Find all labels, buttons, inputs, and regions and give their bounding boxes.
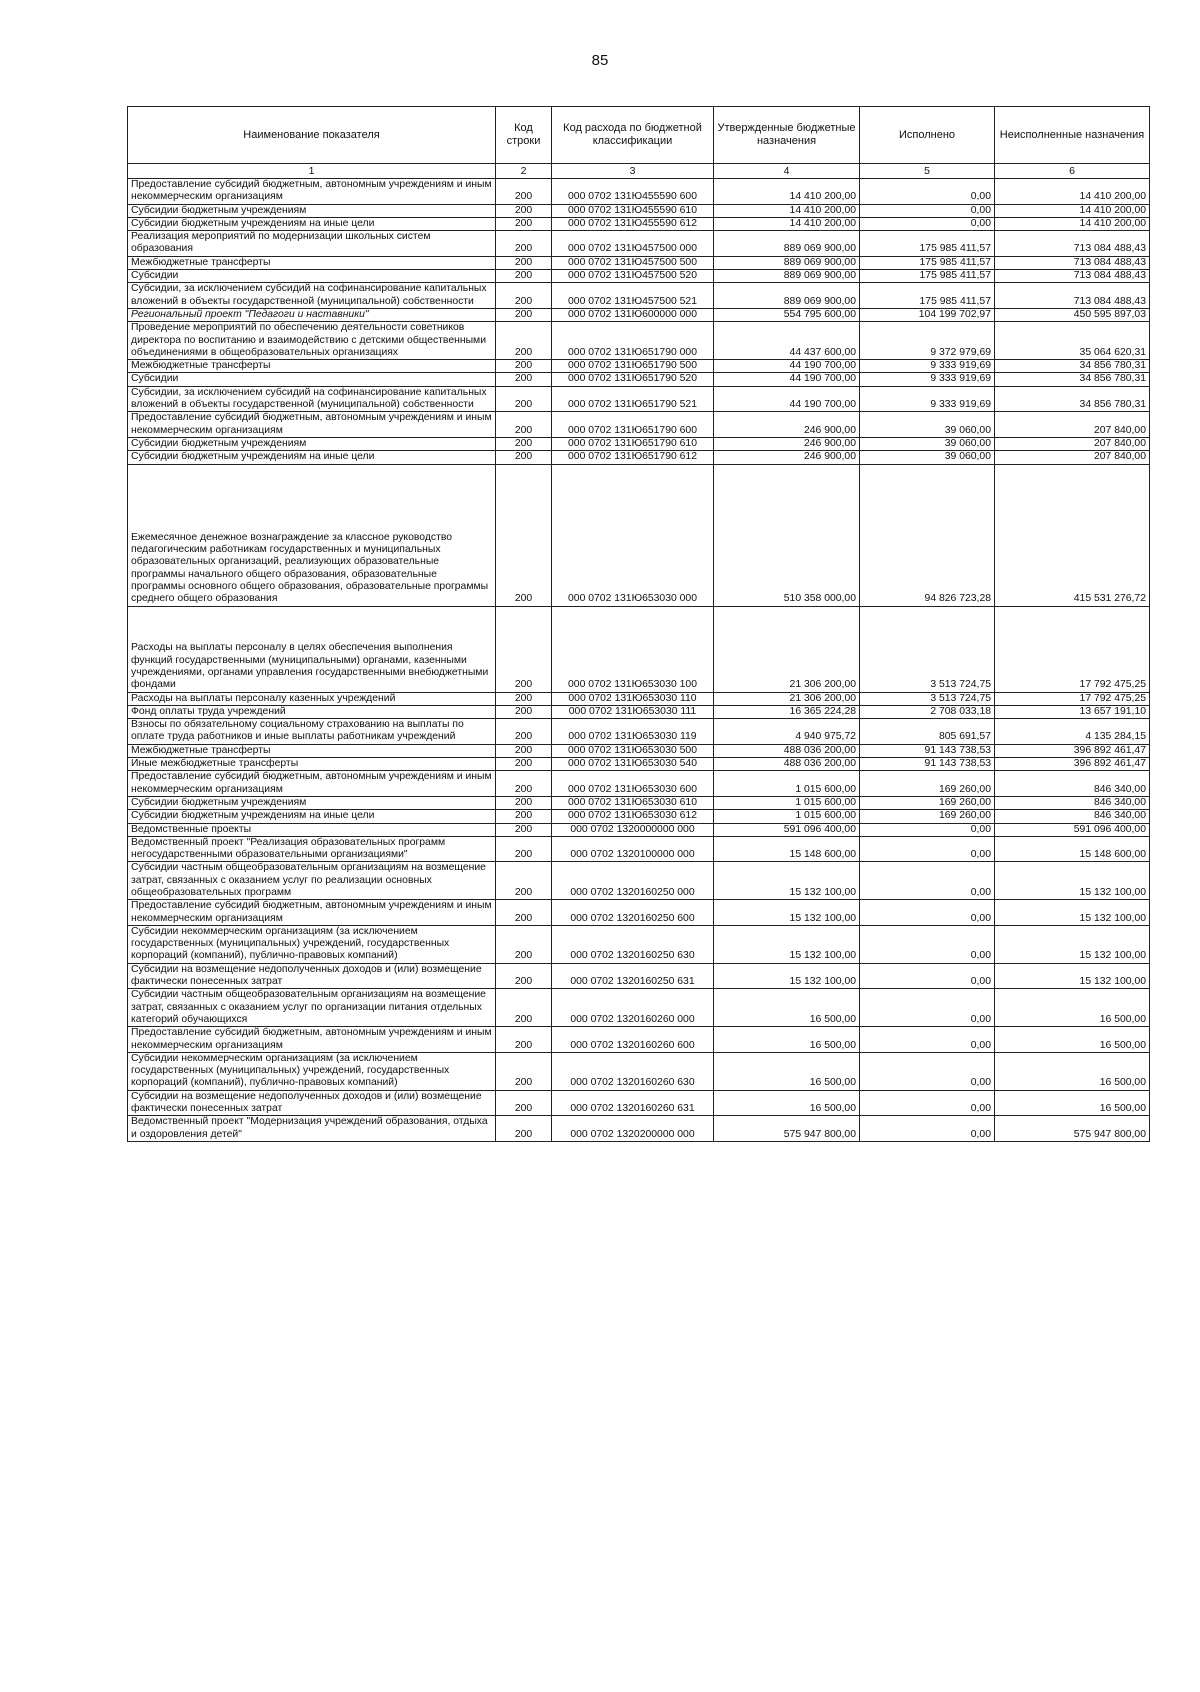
cell-classification-code: 000 0702 131Ю653030 000 [552,464,714,606]
header-name: Наименование показателя [128,107,496,164]
cell-unexecuted: 16 500,00 [995,1052,1150,1090]
cell-name: Ведомственные проекты [128,823,496,836]
cell-line-code: 200 [496,437,552,450]
cell-name: Субсидии бюджетным учреждениям на иные цели [128,451,496,464]
cell-name: Субсидии [128,373,496,386]
cell-unexecuted: 34 856 780,31 [995,386,1150,412]
cell-classification-code: 000 0702 131Ю653030 100 [552,606,714,692]
cell-unexecuted: 14 410 200,00 [995,217,1150,230]
cell-line-code: 200 [496,836,552,862]
table-row [128,322,1150,360]
cell-executed: 0,00 [860,900,995,926]
table-header-row [128,107,1150,164]
cell-executed: 9 372 979,69 [860,322,995,360]
cell-classification-code: 000 0702 131Ю455590 612 [552,217,714,230]
cell-line-code: 200 [496,900,552,926]
cell-executed: 9 333 919,69 [860,386,995,412]
table-row [128,692,1150,705]
cell-name: Ежемесячное денежное вознаграждение за классное руководство педагогическим работникам государственных и муниципальных образовательных организаций, реализующих образовательные программы начального общего образования, образовательные программы основного общего образования, образовательные программы среднего общего образования [128,464,496,606]
cell-classification-code: 000 0702 131Ю653030 500 [552,744,714,757]
table-row [128,1027,1150,1053]
cell-line-code: 200 [496,989,552,1027]
cell-name: Субсидии, за исключением субсидий на софинансирование капитальных вложений в объекты государственной (муниципальной) собственности [128,386,496,412]
cell-classification-code: 000 0702 131Ю651790 521 [552,386,714,412]
cell-approved: 44 190 700,00 [714,373,860,386]
cell-name: Субсидии бюджетным учреждениям [128,796,496,809]
cell-line-code: 200 [496,719,552,745]
cell-line-code: 200 [496,322,552,360]
cell-approved: 14 410 200,00 [714,217,860,230]
cell-line-code: 200 [496,179,552,205]
table-row [128,719,1150,745]
cell-unexecuted: 4 135 284,15 [995,719,1150,745]
cell-classification-code: 000 0702 131Ю651790 600 [552,412,714,438]
cell-approved: 15 132 100,00 [714,900,860,926]
table-row [128,744,1150,757]
cell-name: Субсидии [128,270,496,283]
cell-unexecuted: 713 084 488,43 [995,270,1150,283]
table-row [128,451,1150,464]
cell-unexecuted: 34 856 780,31 [995,373,1150,386]
cell-executed: 0,00 [860,1027,995,1053]
cell-unexecuted: 15 148 600,00 [995,836,1150,862]
cell-unexecuted: 575 947 800,00 [995,1116,1150,1142]
cell-classification-code: 000 0702 131Ю455590 610 [552,204,714,217]
cell-name: Расходы на выплаты персоналу казенных учреждений [128,692,496,705]
header-unexecuted: Неисполненные назначения [995,107,1150,164]
cell-classification-code: 000 0702 1320160250 631 [552,963,714,989]
cell-name: Предоставление субсидий бюджетным, автономным учреждениям и иным некоммерческим организациям [128,179,496,205]
cell-approved: 889 069 900,00 [714,270,860,283]
cell-classification-code: 000 0702 1320160260 630 [552,1052,714,1090]
table-row [128,1052,1150,1090]
cell-executed: 0,00 [860,823,995,836]
cell-classification-code: 000 0702 131Ю653030 610 [552,796,714,809]
cell-classification-code: 000 0702 1320160260 631 [552,1090,714,1116]
table-row [128,386,1150,412]
table-row [128,606,1150,692]
cell-classification-code: 000 0702 1320160250 630 [552,925,714,963]
cell-unexecuted: 35 064 620,31 [995,322,1150,360]
cell-classification-code: 000 0702 131Ю651790 610 [552,437,714,450]
cell-line-code: 200 [496,451,552,464]
cell-executed: 39 060,00 [860,437,995,450]
cell-name: Межбюджетные трансферты [128,744,496,757]
cell-line-code: 200 [496,705,552,718]
cell-approved: 488 036 200,00 [714,758,860,771]
cell-unexecuted: 15 132 100,00 [995,963,1150,989]
cell-approved: 591 096 400,00 [714,823,860,836]
cell-approved: 575 947 800,00 [714,1116,860,1142]
cell-classification-code: 000 0702 1320100000 000 [552,836,714,862]
cell-name: Субсидии некоммерческим организациям (за исключением государственных (муниципальных) учреждений, государственных корпораций (компаний), публично-правовых компаний) [128,1052,496,1090]
cell-approved: 14 410 200,00 [714,179,860,205]
cell-name: Предоставление субсидий бюджетным, автономным учреждениям и иным некоммерческим организациям [128,1027,496,1053]
cell-line-code: 200 [496,1090,552,1116]
cell-line-code: 200 [496,308,552,321]
table-body [128,179,1150,1142]
cell-approved: 16 500,00 [714,1052,860,1090]
header-code: Код строки [496,107,552,164]
cell-classification-code: 000 0702 131Ю653030 111 [552,705,714,718]
cell-approved: 1 015 600,00 [714,810,860,823]
table-row [128,204,1150,217]
cell-classification-code: 000 0702 131Ю651790 500 [552,360,714,373]
cell-line-code: 200 [496,823,552,836]
table-row [128,270,1150,283]
cell-name: Субсидии, за исключением субсидий на софинансирование капитальных вложений в объекты государственной (муниципальной) собственности [128,283,496,309]
cell-unexecuted: 846 340,00 [995,771,1150,797]
table-row [128,963,1150,989]
cell-name: Взносы по обязательному социальному страхованию на выплаты по оплате труда работников и иные выплаты работникам учреждений [128,719,496,745]
cell-executed: 0,00 [860,862,995,900]
table-row [128,373,1150,386]
cell-executed: 175 985 411,57 [860,256,995,269]
cell-executed: 2 708 033,18 [860,705,995,718]
page-number: 85 [591,52,609,69]
cell-line-code: 200 [496,412,552,438]
cell-classification-code: 000 0702 131Ю653030 119 [552,719,714,745]
cell-unexecuted: 591 096 400,00 [995,823,1150,836]
column-number-row [128,164,1150,179]
cell-executed: 0,00 [860,925,995,963]
cell-approved: 246 900,00 [714,437,860,450]
cell-executed: 0,00 [860,1090,995,1116]
table-row [128,360,1150,373]
cell-classification-code: 000 0702 131Ю651790 612 [552,451,714,464]
cell-approved: 16 500,00 [714,1090,860,1116]
cell-line-code: 200 [496,810,552,823]
table-row [128,836,1150,862]
cell-executed: 39 060,00 [860,451,995,464]
cell-unexecuted: 846 340,00 [995,796,1150,809]
cell-classification-code: 000 0702 131Ю455590 600 [552,179,714,205]
cell-unexecuted: 14 410 200,00 [995,204,1150,217]
table-row [128,823,1150,836]
cell-unexecuted: 16 500,00 [995,1090,1150,1116]
table-row [128,256,1150,269]
cell-approved: 21 306 200,00 [714,606,860,692]
cell-line-code: 200 [496,270,552,283]
cell-name: Проведение мероприятий по обеспечению деятельности советников директора по воспитанию и взаимодействию с детскими общественными объединениями в общеобразовательных организациях [128,322,496,360]
cell-line-code: 200 [496,283,552,309]
cell-approved: 246 900,00 [714,412,860,438]
cell-executed: 9 333 919,69 [860,373,995,386]
cell-unexecuted: 17 792 475,25 [995,606,1150,692]
cell-approved: 44 190 700,00 [714,360,860,373]
table-row [128,900,1150,926]
table-row [128,771,1150,797]
cell-unexecuted: 15 132 100,00 [995,862,1150,900]
cell-unexecuted: 15 132 100,00 [995,925,1150,963]
cell-unexecuted: 396 892 461,47 [995,744,1150,757]
table-row [128,464,1150,606]
cell-approved: 15 132 100,00 [714,862,860,900]
cell-approved: 889 069 900,00 [714,256,860,269]
cell-line-code: 200 [496,1116,552,1142]
cell-executed: 0,00 [860,204,995,217]
cell-classification-code: 000 0702 131Ю600000 000 [552,308,714,321]
cell-line-code: 200 [496,744,552,757]
cell-approved: 15 148 600,00 [714,836,860,862]
cell-line-code: 200 [496,606,552,692]
cell-line-code: 200 [496,1052,552,1090]
cell-name: Ведомственный проект "Реализация образовательных программ негосударственными образовательными организациями" [128,836,496,862]
cell-line-code: 200 [496,862,552,900]
table-row [128,1090,1150,1116]
cell-approved: 21 306 200,00 [714,692,860,705]
cell-classification-code: 000 0702 131Ю653030 600 [552,771,714,797]
cell-classification-code: 000 0702 131Ю457500 521 [552,283,714,309]
table-row [128,412,1150,438]
cell-unexecuted: 207 840,00 [995,437,1150,450]
cell-classification-code: 000 0702 1320160250 600 [552,900,714,926]
cell-unexecuted: 396 892 461,47 [995,758,1150,771]
cell-executed: 104 199 702,97 [860,308,995,321]
cell-unexecuted: 34 856 780,31 [995,360,1150,373]
cell-executed: 0,00 [860,963,995,989]
cell-unexecuted: 16 500,00 [995,1027,1150,1053]
cell-name: Расходы на выплаты персоналу в целях обеспечения выполнения функций государственными (муниципальными) органами, казенными учреждениями, органами управления государственными внебюджетными фондами [128,606,496,692]
header-executed: Исполнено [860,107,995,164]
cell-unexecuted: 450 595 897,03 [995,308,1150,321]
cell-unexecuted: 14 410 200,00 [995,179,1150,205]
cell-approved: 16 500,00 [714,1027,860,1053]
cell-executed: 0,00 [860,1116,995,1142]
table-row [128,1116,1150,1142]
cell-executed: 0,00 [860,989,995,1027]
table-row [128,217,1150,230]
cell-executed: 169 260,00 [860,796,995,809]
cell-classification-code: 000 0702 131Ю457500 520 [552,270,714,283]
column-number: 1 [128,164,496,179]
table-row [128,705,1150,718]
table-row [128,283,1150,309]
cell-unexecuted: 846 340,00 [995,810,1150,823]
cell-name: Субсидии бюджетным учреждениям на иные цели [128,810,496,823]
cell-line-code: 200 [496,373,552,386]
cell-line-code: 200 [496,963,552,989]
table-row [128,231,1150,257]
cell-unexecuted: 207 840,00 [995,451,1150,464]
cell-executed: 805 691,57 [860,719,995,745]
cell-executed: 0,00 [860,179,995,205]
cell-approved: 488 036 200,00 [714,744,860,757]
cell-line-code: 200 [496,796,552,809]
cell-name: Субсидии частным общеобразовательным организациям на возмещение затрат, связанных с оказанием услуг по организации питания отдельных категорий обучающихся [128,989,496,1027]
cell-approved: 14 410 200,00 [714,204,860,217]
column-number: 6 [995,164,1150,179]
cell-approved: 4 940 975,72 [714,719,860,745]
cell-name: Предоставление субсидий бюджетным, автономным учреждениям и иным некоммерческим организациям [128,771,496,797]
cell-executed: 94 826 723,28 [860,464,995,606]
cell-name: Межбюджетные трансферты [128,256,496,269]
cell-approved: 554 795 600,00 [714,308,860,321]
cell-line-code: 200 [496,204,552,217]
cell-classification-code: 000 0702 1320000000 000 [552,823,714,836]
cell-executed: 9 333 919,69 [860,360,995,373]
cell-unexecuted: 713 084 488,43 [995,283,1150,309]
cell-line-code: 200 [496,925,552,963]
cell-classification-code: 000 0702 131Ю651790 520 [552,373,714,386]
cell-approved: 1 015 600,00 [714,771,860,797]
cell-name: Субсидии бюджетным учреждениям [128,204,496,217]
table-row [128,810,1150,823]
table-row [128,862,1150,900]
cell-unexecuted: 713 084 488,43 [995,231,1150,257]
cell-executed: 39 060,00 [860,412,995,438]
table-row [128,437,1150,450]
cell-approved: 1 015 600,00 [714,796,860,809]
cell-executed: 175 985 411,57 [860,231,995,257]
column-number: 5 [860,164,995,179]
cell-name: Ведомственный проект "Модернизация учреждений образования, отдыха и оздоровления детей" [128,1116,496,1142]
cell-name: Предоставление субсидий бюджетным, автономным учреждениям и иным некоммерческим организациям [128,900,496,926]
budget-execution-table [127,106,1150,1142]
cell-name: Субсидии на возмещение недополученных доходов и (или) возмещение фактически понесенных затрат [128,1090,496,1116]
table-row [128,308,1150,321]
cell-line-code: 200 [496,256,552,269]
column-number: 2 [496,164,552,179]
cell-approved: 15 132 100,00 [714,963,860,989]
cell-name: Субсидии частным общеобразовательным организациям на возмещение затрат, связанных с оказанием услуг по реализации основных общеобразовательных программ [128,862,496,900]
header-approved: Утвержденные бюджетные назначения [714,107,860,164]
cell-unexecuted: 13 657 191,10 [995,705,1150,718]
table-row [128,758,1150,771]
cell-approved: 16 500,00 [714,989,860,1027]
cell-name: Межбюджетные трансферты [128,360,496,373]
cell-executed: 169 260,00 [860,810,995,823]
cell-executed: 3 513 724,75 [860,606,995,692]
cell-line-code: 200 [496,464,552,606]
cell-approved: 889 069 900,00 [714,231,860,257]
column-number: 4 [714,164,860,179]
table-row [128,925,1150,963]
header-classification: Код расхода по бюджетной классификации [552,107,714,164]
cell-executed: 0,00 [860,836,995,862]
cell-name: Субсидии на возмещение недополученных доходов и (или) возмещение фактически понесенных затрат [128,963,496,989]
table-row [128,989,1150,1027]
cell-name: Предоставление субсидий бюджетным, автономным учреждениям и иным некоммерческим организациям [128,412,496,438]
table-row [128,796,1150,809]
cell-executed: 91 143 738,53 [860,744,995,757]
cell-name: Реализация мероприятий по модернизации школьных систем образования [128,231,496,257]
cell-executed: 3 513 724,75 [860,692,995,705]
cell-name: Субсидии бюджетным учреждениям [128,437,496,450]
cell-classification-code: 000 0702 131Ю653030 540 [552,758,714,771]
cell-approved: 44 437 600,00 [714,322,860,360]
cell-unexecuted: 207 840,00 [995,412,1150,438]
cell-executed: 175 985 411,57 [860,270,995,283]
cell-classification-code: 000 0702 1320160260 600 [552,1027,714,1053]
cell-unexecuted: 17 792 475,25 [995,692,1150,705]
cell-executed: 0,00 [860,1052,995,1090]
cell-line-code: 200 [496,771,552,797]
cell-line-code: 200 [496,758,552,771]
cell-approved: 15 132 100,00 [714,925,860,963]
cell-classification-code: 000 0702 131Ю653030 110 [552,692,714,705]
column-number: 3 [552,164,714,179]
cell-approved: 44 190 700,00 [714,386,860,412]
cell-name: Иные межбюджетные трансферты [128,758,496,771]
cell-approved: 510 358 000,00 [714,464,860,606]
cell-line-code: 200 [496,386,552,412]
cell-executed: 0,00 [860,217,995,230]
cell-classification-code: 000 0702 131Ю457500 500 [552,256,714,269]
cell-classification-code: 000 0702 131Ю653030 612 [552,810,714,823]
cell-name: Региональный проект "Педагоги и наставники" [128,308,496,321]
cell-unexecuted: 415 531 276,72 [995,464,1150,606]
cell-classification-code: 000 0702 1320160260 000 [552,989,714,1027]
cell-executed: 169 260,00 [860,771,995,797]
cell-approved: 246 900,00 [714,451,860,464]
cell-unexecuted: 15 132 100,00 [995,900,1150,926]
cell-classification-code: 000 0702 1320160250 000 [552,862,714,900]
cell-approved: 16 365 224,28 [714,705,860,718]
cell-classification-code: 000 0702 1320200000 000 [552,1116,714,1142]
cell-unexecuted: 713 084 488,43 [995,256,1150,269]
cell-classification-code: 000 0702 131Ю651790 000 [552,322,714,360]
cell-unexecuted: 16 500,00 [995,989,1150,1027]
cell-approved: 889 069 900,00 [714,283,860,309]
cell-classification-code: 000 0702 131Ю457500 000 [552,231,714,257]
cell-executed: 91 143 738,53 [860,758,995,771]
cell-line-code: 200 [496,217,552,230]
cell-line-code: 200 [496,692,552,705]
cell-line-code: 200 [496,360,552,373]
cell-name: Фонд оплаты труда учреждений [128,705,496,718]
cell-name: Субсидии некоммерческим организациям (за исключением государственных (муниципальных) учреждений, государственных корпораций (компаний), публично-правовых компаний) [128,925,496,963]
cell-name: Субсидии бюджетным учреждениям на иные цели [128,217,496,230]
table-row [128,179,1150,205]
cell-executed: 175 985 411,57 [860,283,995,309]
cell-line-code: 200 [496,1027,552,1053]
cell-line-code: 200 [496,231,552,257]
